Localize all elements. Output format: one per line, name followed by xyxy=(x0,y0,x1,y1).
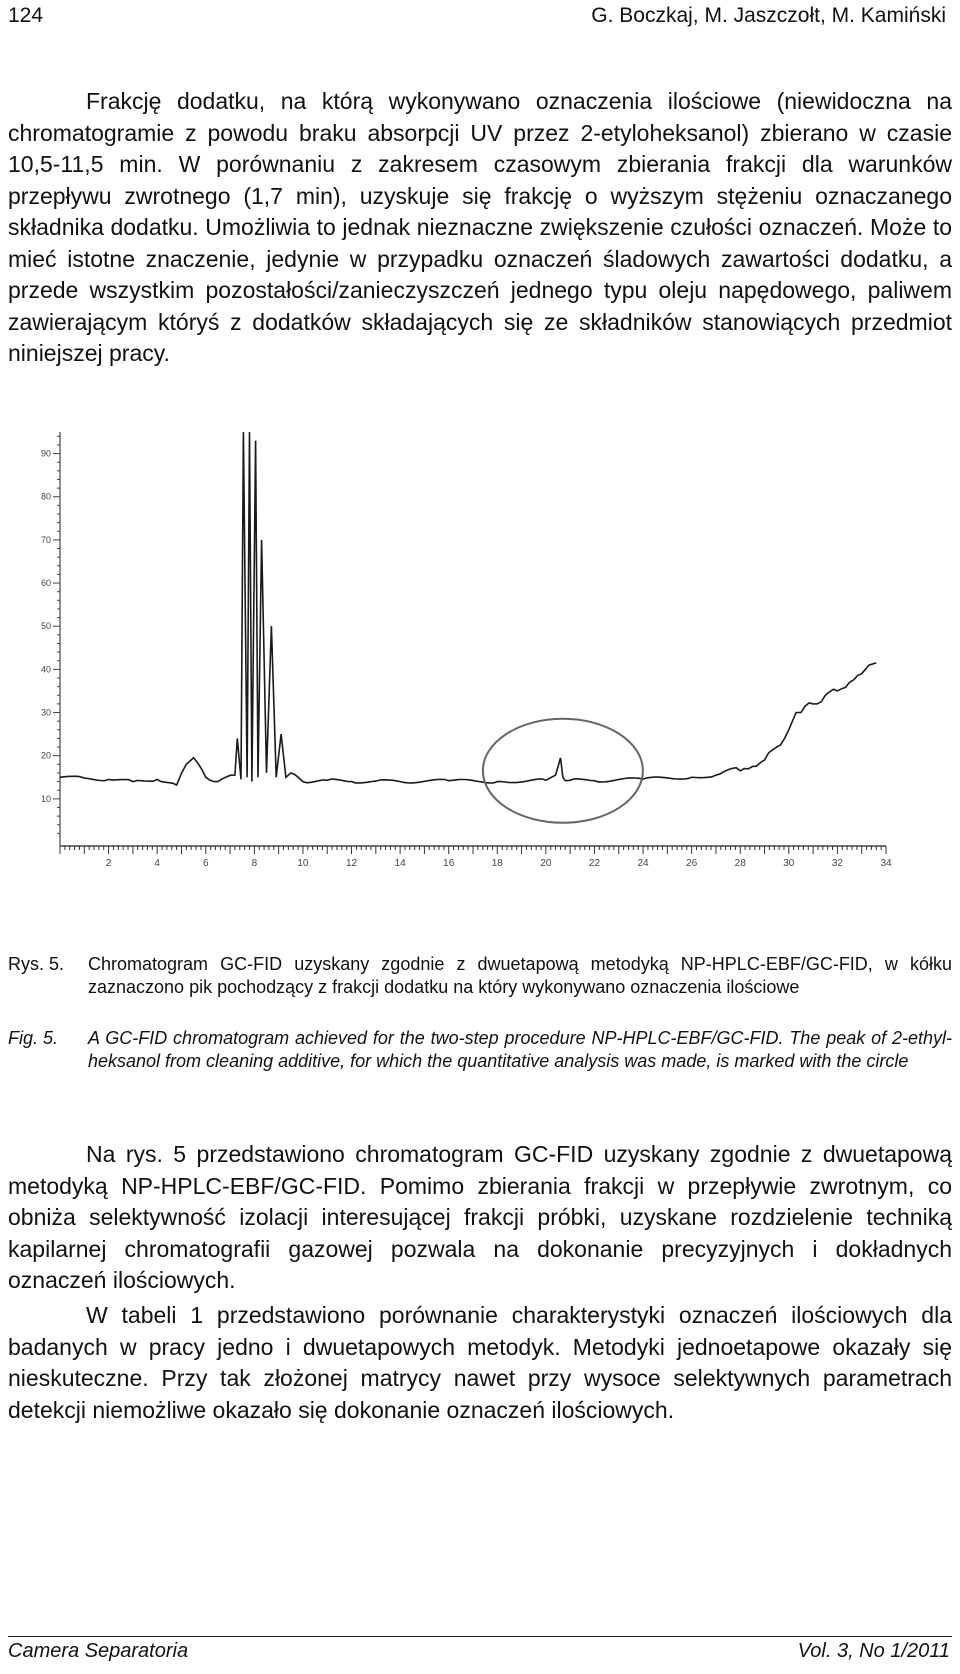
x-tick-label: 26 xyxy=(686,858,698,868)
y-tick-label: 10 xyxy=(40,793,51,804)
x-tick-label: 16 xyxy=(443,858,455,868)
y-tick-label: 20 xyxy=(40,750,51,761)
x-tick-label: 14 xyxy=(394,858,406,868)
x-axis xyxy=(60,846,892,868)
footer-divider xyxy=(8,1636,952,1637)
chromatogram-chart xyxy=(20,432,892,868)
y-tick-label: 60 xyxy=(40,578,51,589)
x-tick-label: 8 xyxy=(251,858,258,868)
footer-journal: Camera Separatoria xyxy=(8,1640,189,1662)
x-tick-label: 2 xyxy=(105,858,112,868)
y-tick-label: 90 xyxy=(40,448,51,459)
x-tick-label: 4 xyxy=(154,858,160,868)
caption-label-en: Fig. 5. xyxy=(8,1028,59,1048)
figure-caption-pl xyxy=(8,953,952,999)
y-tick-label: 50 xyxy=(40,621,51,632)
y-tick-label: 40 xyxy=(40,664,51,675)
x-tick-label: 6 xyxy=(202,858,209,868)
y-tick-label: 80 xyxy=(40,491,51,502)
x-tick-label: 18 xyxy=(491,858,503,868)
y-axis xyxy=(41,432,60,848)
running-header-authors: G. Boczkaj, M. Jaszczołt, M. Kamiński xyxy=(591,4,946,27)
page-number: 124 xyxy=(8,4,44,27)
y-tick-label: 70 xyxy=(40,534,51,545)
x-tick-label: 10 xyxy=(297,858,309,868)
paragraph-figure-description: Na rys. 5 przedstawiono chromatogram GC-FID uzyskany zgodnie z dwuetapową metodyką NP-HPLC-EBF/GC-FID. Pomimo zbierania frakcji w przepływie zwrotnym, co obniża selektywność izolacji interesującej frakcji próbki, uzyskane rozdzielenie techniką kapilarnej chromatografii gazowej pozwala na dokonanie precyzyjnych i dokładnych oznaczeń ilościowych. xyxy=(8,1141,952,1293)
x-tick-label: 28 xyxy=(734,858,746,868)
paragraph-table-comparison: W tabeli 1 przedstawiono porównanie charakterystyki oznaczeń ilościowych dla badanych w pracy jedno i dwuetapowych metodyk. Metodyki jednoetapowe okazały się nieskuteczne. Przy tak złożonej matrycy nawet przy wysoce selektywnych parametrach detekcji niemożliwe okazało się dokonanie oznaczeń ilościowych. xyxy=(8,1302,952,1423)
caption-text-pl: Chromatogram GC-FID uzyskany zgodnie z dwuetapową metodyką NP-HPLC-EBF/GC-FID, w kółku zaznaczono pik pochodzący z frakcji dodatku na który wykonywano oznaczenia ilościowe xyxy=(88,954,952,997)
x-tick-label: 22 xyxy=(588,858,601,868)
x-tick-label: 24 xyxy=(637,858,649,868)
x-tick-label: 12 xyxy=(345,858,358,868)
x-tick-label: 30 xyxy=(783,858,795,868)
paragraph-fraction-collection: Frakcję dodatku, na którą wykonywano oznaczenia ilościowe (niewidoczna na chromatogramie z powodu braku absorpcji UV przez 2-etyloheksanol) zbierano w czasie 10,5-11,5 min. W porównaniu z zakresem czasowym zbierania frakcji dla warunków przepływu zwrotnego (1,7 min), uzyskuje się frakcję o wyższym stężeniu oznaczanego składnika dodatku. Umożliwia to jednak nieznaczne zwiększenie czułości oznaczeń. Może to mieć istotne znaczenie, jedynie w przypadku oznaczeń śladowych zawartości dodatku, a przede wszystkim pozostałości/zanieczyszczeń jednego typu oleju napędowego, paliwem zawierającym któryś z dodatków składających się ze składników stanowiących przedmiot niniejszej pracy. xyxy=(8,88,952,366)
caption-text-en: A GC-FID chromatogram achieved for the two-step procedure NP-HPLC-EBF/GC-FID. The peak of 2-ethyl-heksanol from cleaning additive, for which the quantitative analysis was made, is marked with the circle xyxy=(88,1028,952,1071)
x-tick-label: 34 xyxy=(880,858,892,868)
footer-volume: Vol. 3, No 1/2011 xyxy=(797,1640,950,1662)
x-tick-label: 32 xyxy=(831,858,843,868)
y-tick-label: 30 xyxy=(40,707,51,718)
figure-caption-en xyxy=(8,1027,952,1073)
caption-label-pl: Rys. 5. xyxy=(8,954,65,974)
x-tick-label: 20 xyxy=(540,858,552,868)
